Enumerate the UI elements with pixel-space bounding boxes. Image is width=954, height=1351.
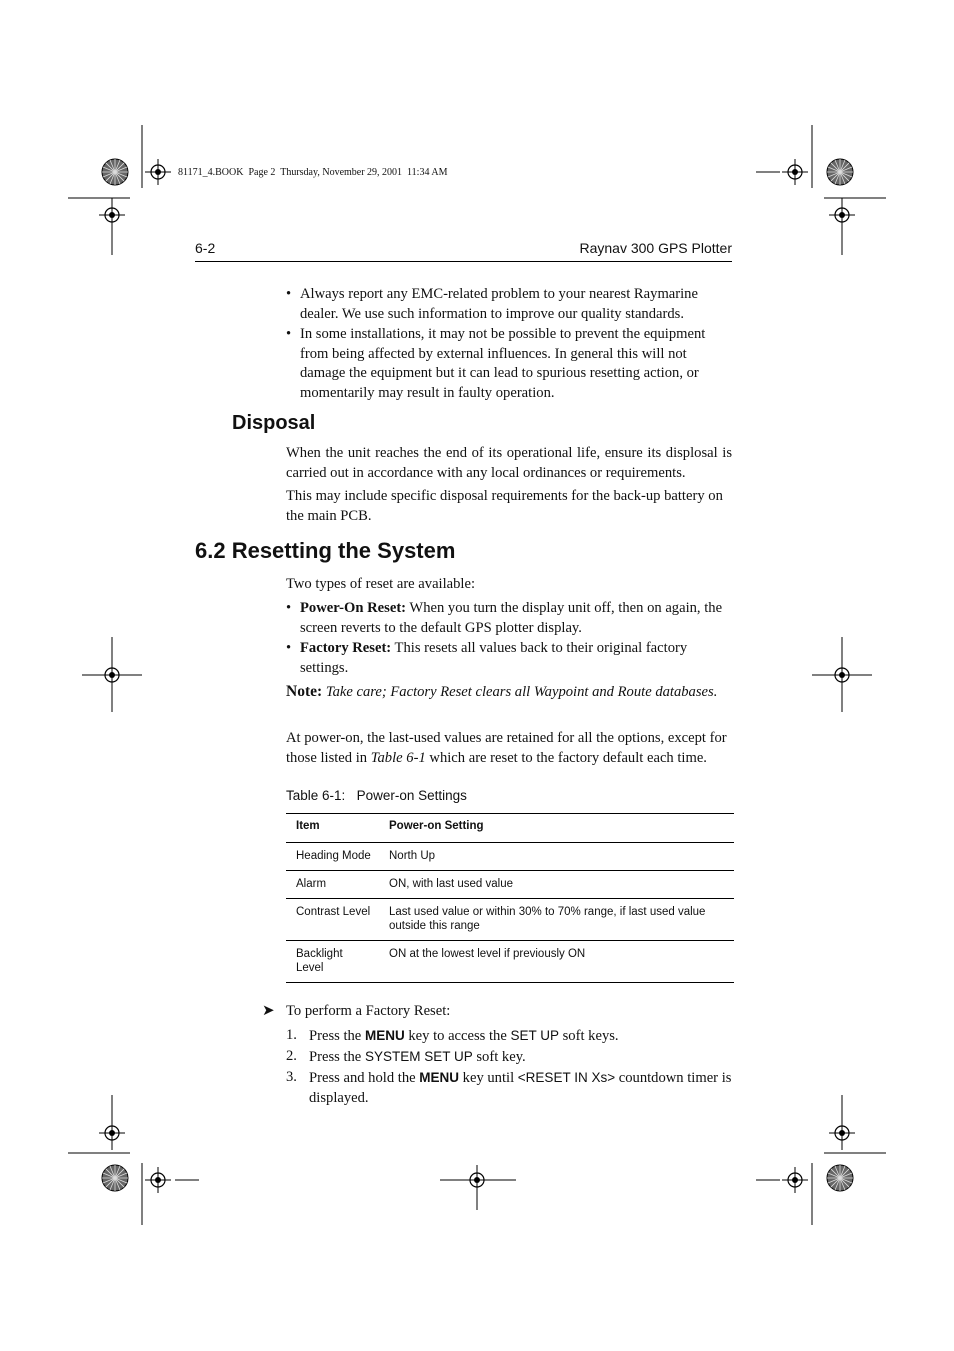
step-text: soft key. bbox=[472, 1049, 526, 1065]
list-item: • Factory Reset: This resets all values back to their original factory settings. bbox=[286, 640, 688, 676]
step-text: key until bbox=[459, 1070, 518, 1086]
book-title: Raynav 300 GPS Plotter bbox=[579, 240, 732, 256]
reset-term: Power-On Reset: bbox=[300, 600, 407, 616]
procedure-step bbox=[286, 1047, 732, 1068]
step-text: key to access the bbox=[404, 1028, 511, 1044]
registration-mark bbox=[829, 202, 855, 228]
bullet-text: In some installations, it may not be possible to prevent the equipment from being affected by external influences. In general this will not damage the equipment but it can lead to spurious resetting action, or momentarily may result in faulty operation. bbox=[300, 326, 706, 401]
registration-mark bbox=[829, 662, 855, 688]
step-number: 2. bbox=[286, 1048, 297, 1064]
table-header-item: Item bbox=[296, 820, 320, 832]
section-heading: 6.2 Resetting the System bbox=[195, 538, 456, 563]
header-rule bbox=[195, 261, 732, 262]
registration-mark bbox=[145, 159, 171, 185]
registration-mark bbox=[464, 1167, 490, 1193]
table-reference: Table 6-1 bbox=[370, 749, 426, 766]
menu-key-label: MENU bbox=[364, 1028, 405, 1043]
disposal-heading: Disposal bbox=[232, 412, 316, 434]
table-rule bbox=[286, 813, 734, 814]
table-cell-setting: ON at the lowest level if previously ON bbox=[389, 948, 586, 960]
paragraph-text: At power-on, the last-used values are retained for all the options, except for those listed in bbox=[286, 730, 727, 766]
step-text: countdown timer is displayed. bbox=[309, 1070, 732, 1106]
bullet-text: Always report any EMC-related problem to your nearest Raymarine dealer. We use such information to improve our quality standards. bbox=[300, 286, 698, 322]
reset-description: This resets all values back to their original factory settings. bbox=[300, 640, 688, 676]
list-item: • Always report any EMC-related problem to your nearest Raymarine dealer. We use such information to improve our quality standards. bbox=[286, 285, 732, 324]
step-text: soft keys. bbox=[558, 1028, 619, 1044]
starburst-mark bbox=[102, 1165, 128, 1191]
disposal-paragraph: When the unit reaches the end of its operational life, ensure its displosal is carried out in accordance with any local ordinances or requirements. bbox=[286, 445, 732, 481]
reset-term: Factory Reset: bbox=[300, 640, 392, 656]
crop-mark-bottom-right bbox=[756, 1095, 886, 1225]
table-cell-setting: Last used value or within 30% to 70% range, if last used value outside this range bbox=[389, 906, 706, 932]
table-rule bbox=[286, 870, 734, 871]
starburst-mark bbox=[827, 159, 853, 185]
crop-mark-bottom-left bbox=[68, 1095, 199, 1225]
note-text: Take care; Factory Reset clears all Waypoint and Route databases. bbox=[325, 684, 718, 700]
crop-mark-mid-right bbox=[812, 637, 872, 712]
paragraph-text: which are reset to the factory default each time. bbox=[425, 749, 707, 766]
registration-mark bbox=[145, 1167, 171, 1193]
print-slug: 81171_4.BOOK Page 2 Thursday, November 29, 2001 11:34 AM bbox=[178, 167, 448, 178]
step-text: Press the bbox=[309, 1049, 365, 1065]
registration-mark bbox=[99, 1120, 125, 1146]
step-text: Press and hold the bbox=[309, 1070, 420, 1086]
table-cell-item: Heading Mode bbox=[296, 850, 371, 862]
table-caption-title: Power-on Settings bbox=[356, 788, 467, 803]
starburst-mark bbox=[102, 159, 128, 185]
page-number: 6-2 bbox=[195, 240, 216, 256]
menu-key-label: MENU bbox=[419, 1070, 460, 1085]
table-cell-setting: North Up bbox=[389, 850, 436, 862]
crop-mark-bottom-center bbox=[440, 1165, 516, 1210]
section-intro: Two types of reset are available: bbox=[286, 576, 476, 592]
crop-mark-top-right bbox=[756, 125, 886, 255]
soft-key-label: SYSTEM SET UP bbox=[364, 1049, 473, 1064]
reset-description: When you turn the display unit off, then on again, the screen reverts to the default GPS plotter display. bbox=[300, 600, 723, 636]
note bbox=[286, 682, 732, 703]
table-cell-item: Backlight Level bbox=[296, 948, 343, 974]
step-text: Press the bbox=[309, 1028, 365, 1044]
procedure-step bbox=[286, 1068, 732, 1108]
table-cell-item: Alarm bbox=[296, 878, 327, 890]
table-caption-number: Table 6-1: bbox=[286, 788, 346, 803]
table-cell-item: Contrast Level bbox=[296, 906, 371, 918]
procedure-arrow-icon: ➤ bbox=[262, 1001, 275, 1019]
registration-mark bbox=[99, 202, 125, 228]
table-header-setting: Power-on Setting bbox=[389, 820, 484, 832]
step-number: 1. bbox=[286, 1027, 297, 1043]
table-rule bbox=[286, 898, 734, 899]
starburst-mark bbox=[827, 1165, 853, 1191]
list-item: • Power-On Reset: When you turn the display unit off, then on again, the screen reverts to the default GPS plotter display. bbox=[286, 600, 723, 636]
list-item: • In some installations, it may not be possible to prevent the equipment from being affected by external influences. In general this will not damage the equipment but it can lead to spurious resetting action, or momentarily may result in faulty operation. bbox=[286, 325, 732, 403]
crop-mark-top-left bbox=[68, 125, 171, 255]
table-cell-setting: ON, with last used value bbox=[389, 878, 514, 890]
table-rule bbox=[286, 842, 734, 843]
procedure-step bbox=[286, 1026, 732, 1047]
crop-mark-mid-left bbox=[82, 637, 142, 712]
soft-key-label: SET UP bbox=[510, 1028, 559, 1043]
registration-mark bbox=[829, 1120, 855, 1146]
reset-paragraph bbox=[286, 729, 732, 768]
table-rule bbox=[286, 940, 734, 941]
registration-mark bbox=[782, 1167, 808, 1193]
table-caption bbox=[286, 788, 467, 803]
note-label: Note: bbox=[286, 683, 323, 700]
soft-key-label: <RESET IN Xs> bbox=[517, 1070, 616, 1085]
procedure-title: To perform a Factory Reset: bbox=[286, 1003, 451, 1019]
registration-mark bbox=[99, 662, 125, 688]
step-number: 3. bbox=[286, 1069, 297, 1085]
table-rule bbox=[286, 982, 734, 983]
registration-mark bbox=[782, 159, 808, 185]
disposal-paragraph: This may include specific disposal requirements for the back-up battery on the main PCB. bbox=[286, 488, 723, 524]
